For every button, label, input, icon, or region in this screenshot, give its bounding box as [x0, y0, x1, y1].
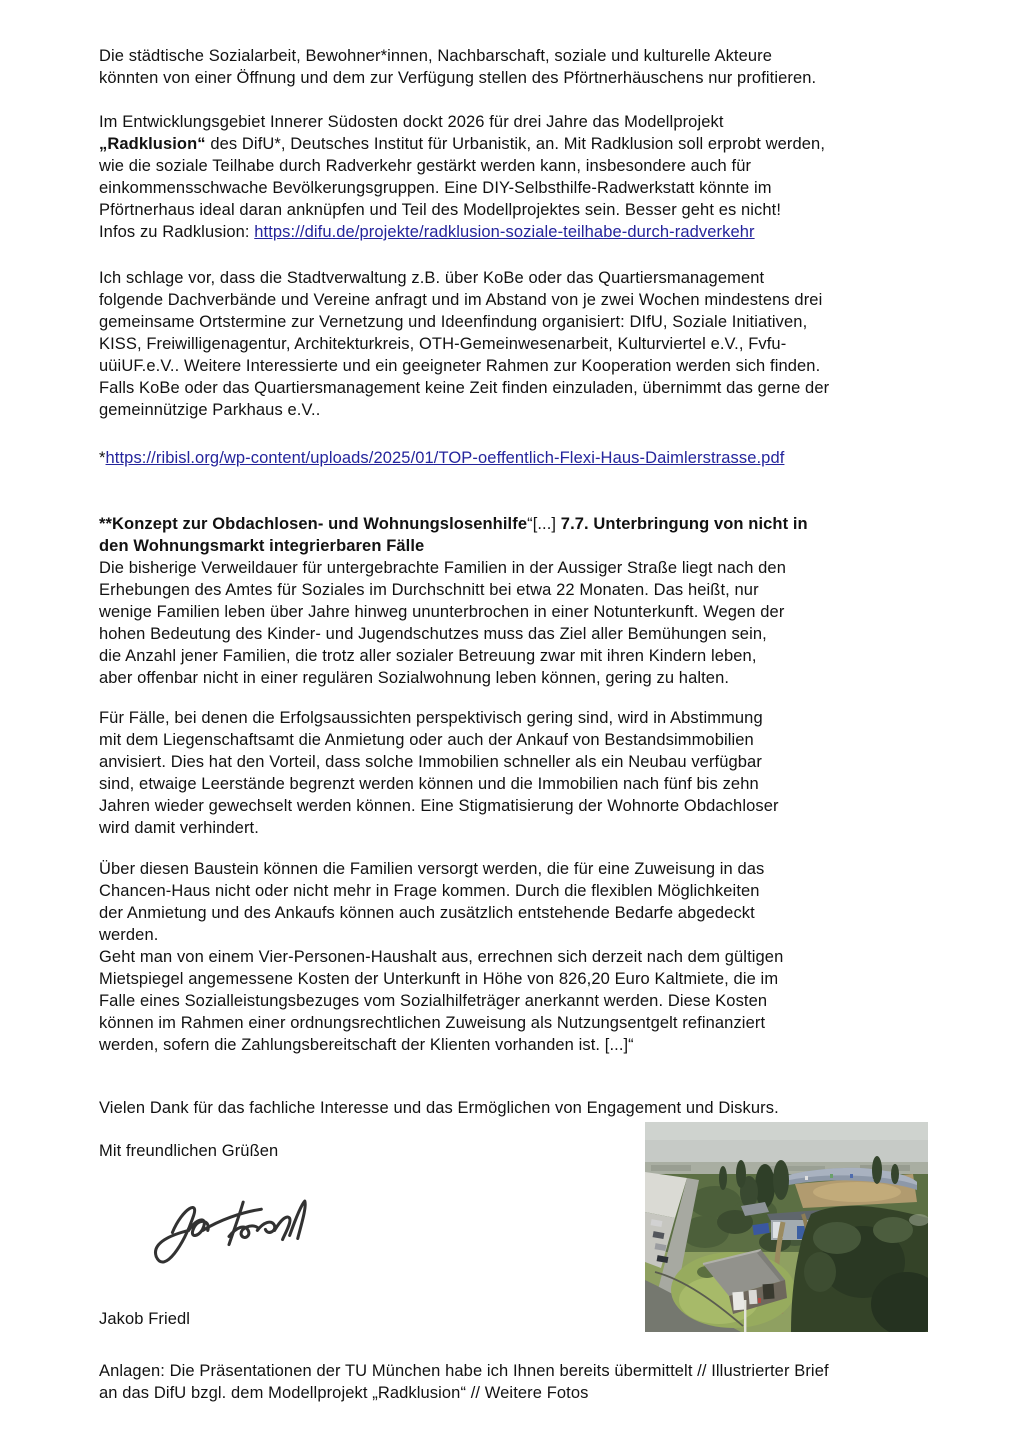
text-line	[99, 795, 829, 817]
text: werden, sofern die Zahlungsbereitschaft der Klienten vorhanden ist. [...]“	[99, 1036, 634, 1054]
text: wenige Familien leben über Jahre hinweg ununterbrochen in einer Notunterkunft. Wegen der	[99, 603, 785, 621]
text-line	[99, 1034, 829, 1056]
intro-paragraph	[99, 45, 829, 89]
text: sind, etwaige Leerstände begrenzt werden können und die Immobilien nach fünf bis zehn	[99, 775, 759, 793]
text: der Anmietung und des Ankaufs können auch zusätzlich entstehende Bedarfe abgedeckt	[99, 904, 755, 922]
footnote-link-line	[99, 447, 829, 469]
text-line	[99, 399, 829, 421]
text: an das DifU bzgl. dem Modellprojekt „Radklusion“ // Weitere Fotos	[99, 1384, 589, 1402]
text: Falle eines Sozialleistungsbezuges vom Sozialhilfeträger anerkannt werden. Diese Kosten	[99, 992, 768, 1010]
text-line	[99, 221, 829, 243]
text-line	[99, 333, 829, 355]
text-line	[99, 155, 829, 177]
text: “[...]	[527, 515, 561, 533]
text-line	[99, 1360, 829, 1382]
proposal-paragraph	[99, 267, 829, 421]
text-line	[99, 707, 829, 729]
text-line	[99, 111, 829, 133]
text: Falls KoBe oder das Quartiersmanagement keine Zeit finden einzuladen, übernimmt das gerne der	[99, 379, 830, 397]
text: Pförtnerhaus ideal daran anknüpfen und Teil des Modellprojektes sein. Besser geht es nicht!	[99, 201, 782, 219]
baustein-paragraph	[99, 858, 829, 1056]
text: Mietspiegel angemessene Kosten der Unterkunft in Höhe von 826,20 Euro Kaltmiete, die im	[99, 970, 779, 988]
text-line	[99, 773, 829, 795]
text-line	[99, 990, 829, 1012]
text: aber offenbar nicht in einer regulären Sozialwohnung leben können, gering zu halten.	[99, 669, 730, 687]
text: Geht man von einem Vier-Personen-Haushalt aus, errechnen sich derzeit nach dem gültigen	[99, 948, 784, 966]
text: einkommensschwache Bevölkerungsgruppen. Eine DIY-Selbsthilfe-Radwerkstatt könnte im	[99, 179, 772, 197]
text: Über diesen Baustein können die Familien versorgt werden, die für eine Zuweisung in das	[99, 860, 765, 878]
text-line	[99, 513, 829, 535]
text-line	[99, 858, 829, 880]
text-line	[99, 67, 829, 89]
signature-image	[140, 1190, 316, 1286]
text: wie die soziale Teilhabe durch Radverkehr gestärkt werden kann, insbesondere auch für	[99, 157, 752, 175]
text: Jakob Friedl	[99, 1310, 191, 1328]
fuer-faelle-paragraph	[99, 707, 829, 839]
text-line	[99, 535, 829, 557]
text: Im Entwicklungsgebiet Innerer Südosten dockt 2026 für drei Jahre das Modellprojekt	[99, 113, 724, 131]
text-line	[99, 946, 829, 968]
text: die Anzahl jener Familien, die trotz aller sozialer Betreuung zwar mit ihren Kindern leben,	[99, 647, 757, 665]
text: gemeinsame Ortstermine zur Vernetzung und Ideenfindung organisiert: DIfU, Soziale Initiativen,	[99, 313, 808, 331]
text-line	[99, 289, 829, 311]
link-ribisl-pdf[interactable]: https://ribisl.org/wp-content/uploads/2025/01/TOP-oeffentlich-Flexi-Haus-Daimlerstrasse.pdf	[105, 449, 785, 467]
text-line	[99, 579, 829, 601]
text: *	[99, 449, 106, 467]
text: Anlagen: Die Präsentationen der TU München habe ich Ihnen bereits übermittelt // Illustrierter Brief	[99, 1362, 829, 1380]
text: Infos zu Radklusion:	[99, 223, 255, 241]
text-line	[99, 267, 829, 289]
text-line	[99, 968, 829, 990]
bold-text: den Wohnungsmarkt integrierbaren Fälle	[99, 537, 425, 555]
text-line	[99, 924, 829, 946]
text-line	[99, 133, 829, 155]
bold-text: **Konzept zur Obdachlosen- und Wohnungslosenhilfe	[99, 515, 528, 533]
text: können im Rahmen einer ordnungsrechtlichen Zuweisung als Nutzungsentgelt refinanziert	[99, 1014, 766, 1032]
text: werden.	[99, 926, 159, 944]
text-line	[99, 1382, 829, 1404]
attachments-paragraph	[99, 1360, 829, 1404]
text: Die bisherige Verweildauer für untergebrachte Familien in der Aussiger Straße liegt nach den	[99, 559, 786, 577]
text: KISS, Freiwilligenagentur, Architekturkreis, OTH-Gemeinwesenarbeit, Kulturviertel e.V., Fvfu-	[99, 335, 787, 353]
text-line	[99, 1097, 829, 1119]
text-line	[99, 45, 829, 67]
text: Für Fälle, bei denen die Erfolgsaussichten perspektivisch gering sind, wird in Abstimmung	[99, 709, 763, 727]
radklusion-paragraph	[99, 111, 829, 243]
text-line	[99, 1012, 829, 1034]
text: des DifU*, Deutsches Institut für Urbanistik, an. Mit Radklusion soll erprobt werden,	[205, 135, 825, 153]
text-line	[99, 311, 829, 333]
text: Mit freundlichen Grüßen	[99, 1142, 279, 1160]
bold-text: „Radklusion“	[99, 135, 206, 153]
text: Chancen-Haus nicht oder nicht mehr in Frage kommen. Durch die flexiblen Möglichkeiten	[99, 882, 760, 900]
text: gemeinnützige Parkhaus e.V..	[99, 401, 321, 419]
text: Die städtische Sozialarbeit, Bewohner*innen, Nachbarschaft, soziale und kulturelle Akteure	[99, 47, 773, 65]
text: Jahren wieder gewechselt werden können. Eine Stigmatisierung der Wohnorte Obdachloser	[99, 797, 779, 815]
text-line	[99, 177, 829, 199]
text-line	[99, 880, 829, 902]
text: mit dem Liegenschaftsamt die Anmietung oder auch der Ankauf von Bestandsimmobilien	[99, 731, 754, 749]
text-line	[99, 902, 829, 924]
text: Ich schlage vor, dass die Stadtverwaltung z.B. über KoBe oder das Quartiersmanagement	[99, 269, 765, 287]
text-line	[99, 645, 829, 667]
konzept-section	[99, 513, 829, 689]
text: könnten von einer Öffnung und dem zur Verfügung stellen des Pförtnerhäuschens nur profitieren.	[99, 69, 817, 87]
text-line	[99, 623, 829, 645]
letter-body-top	[99, 45, 829, 1162]
text: Vielen Dank für das fachliche Interesse und das Ermöglichen von Engagement und Diskurs.	[99, 1099, 779, 1117]
text: folgende Dachverbände und Vereine anfragt und im Abstand von je zwei Wochen mindestens drei	[99, 291, 823, 309]
text-line	[99, 817, 829, 839]
thanks-line	[99, 1097, 829, 1119]
text-line	[99, 729, 829, 751]
text: wird damit verhindert.	[99, 819, 259, 837]
text-line	[99, 667, 829, 689]
text-line	[99, 447, 829, 469]
text: Erhebungen des Amtes für Soziales im Durchschnitt bei etwa 22 Monaten. Das heißt, nur	[99, 581, 759, 599]
text-line	[99, 377, 829, 399]
text-line	[99, 355, 829, 377]
text: hohen Bedeutung des Kinder- und Jugendschutzes muss das Ziel aller Bemühungen sein,	[99, 625, 767, 643]
text-line	[99, 751, 829, 773]
text: anvisiert. Dies hat den Vorteil, dass solche Immobilien schneller als ein Neubau verfügbar	[99, 753, 762, 771]
aerial-photo	[645, 1122, 928, 1332]
text-line	[99, 557, 829, 579]
text: uüiUF.e.V.. Weitere Interessierte und ein geeigneter Rahmen zur Kooperation werden sich finden.	[99, 357, 821, 375]
text-line	[99, 601, 829, 623]
link-difu-radklusion[interactable]: https://difu.de/projekte/radklusion-soziale-teilhabe-durch-radverkehr	[254, 223, 755, 241]
bold-text: 7.7. Unterbringung von nicht in	[560, 515, 808, 533]
text-line	[99, 199, 829, 221]
